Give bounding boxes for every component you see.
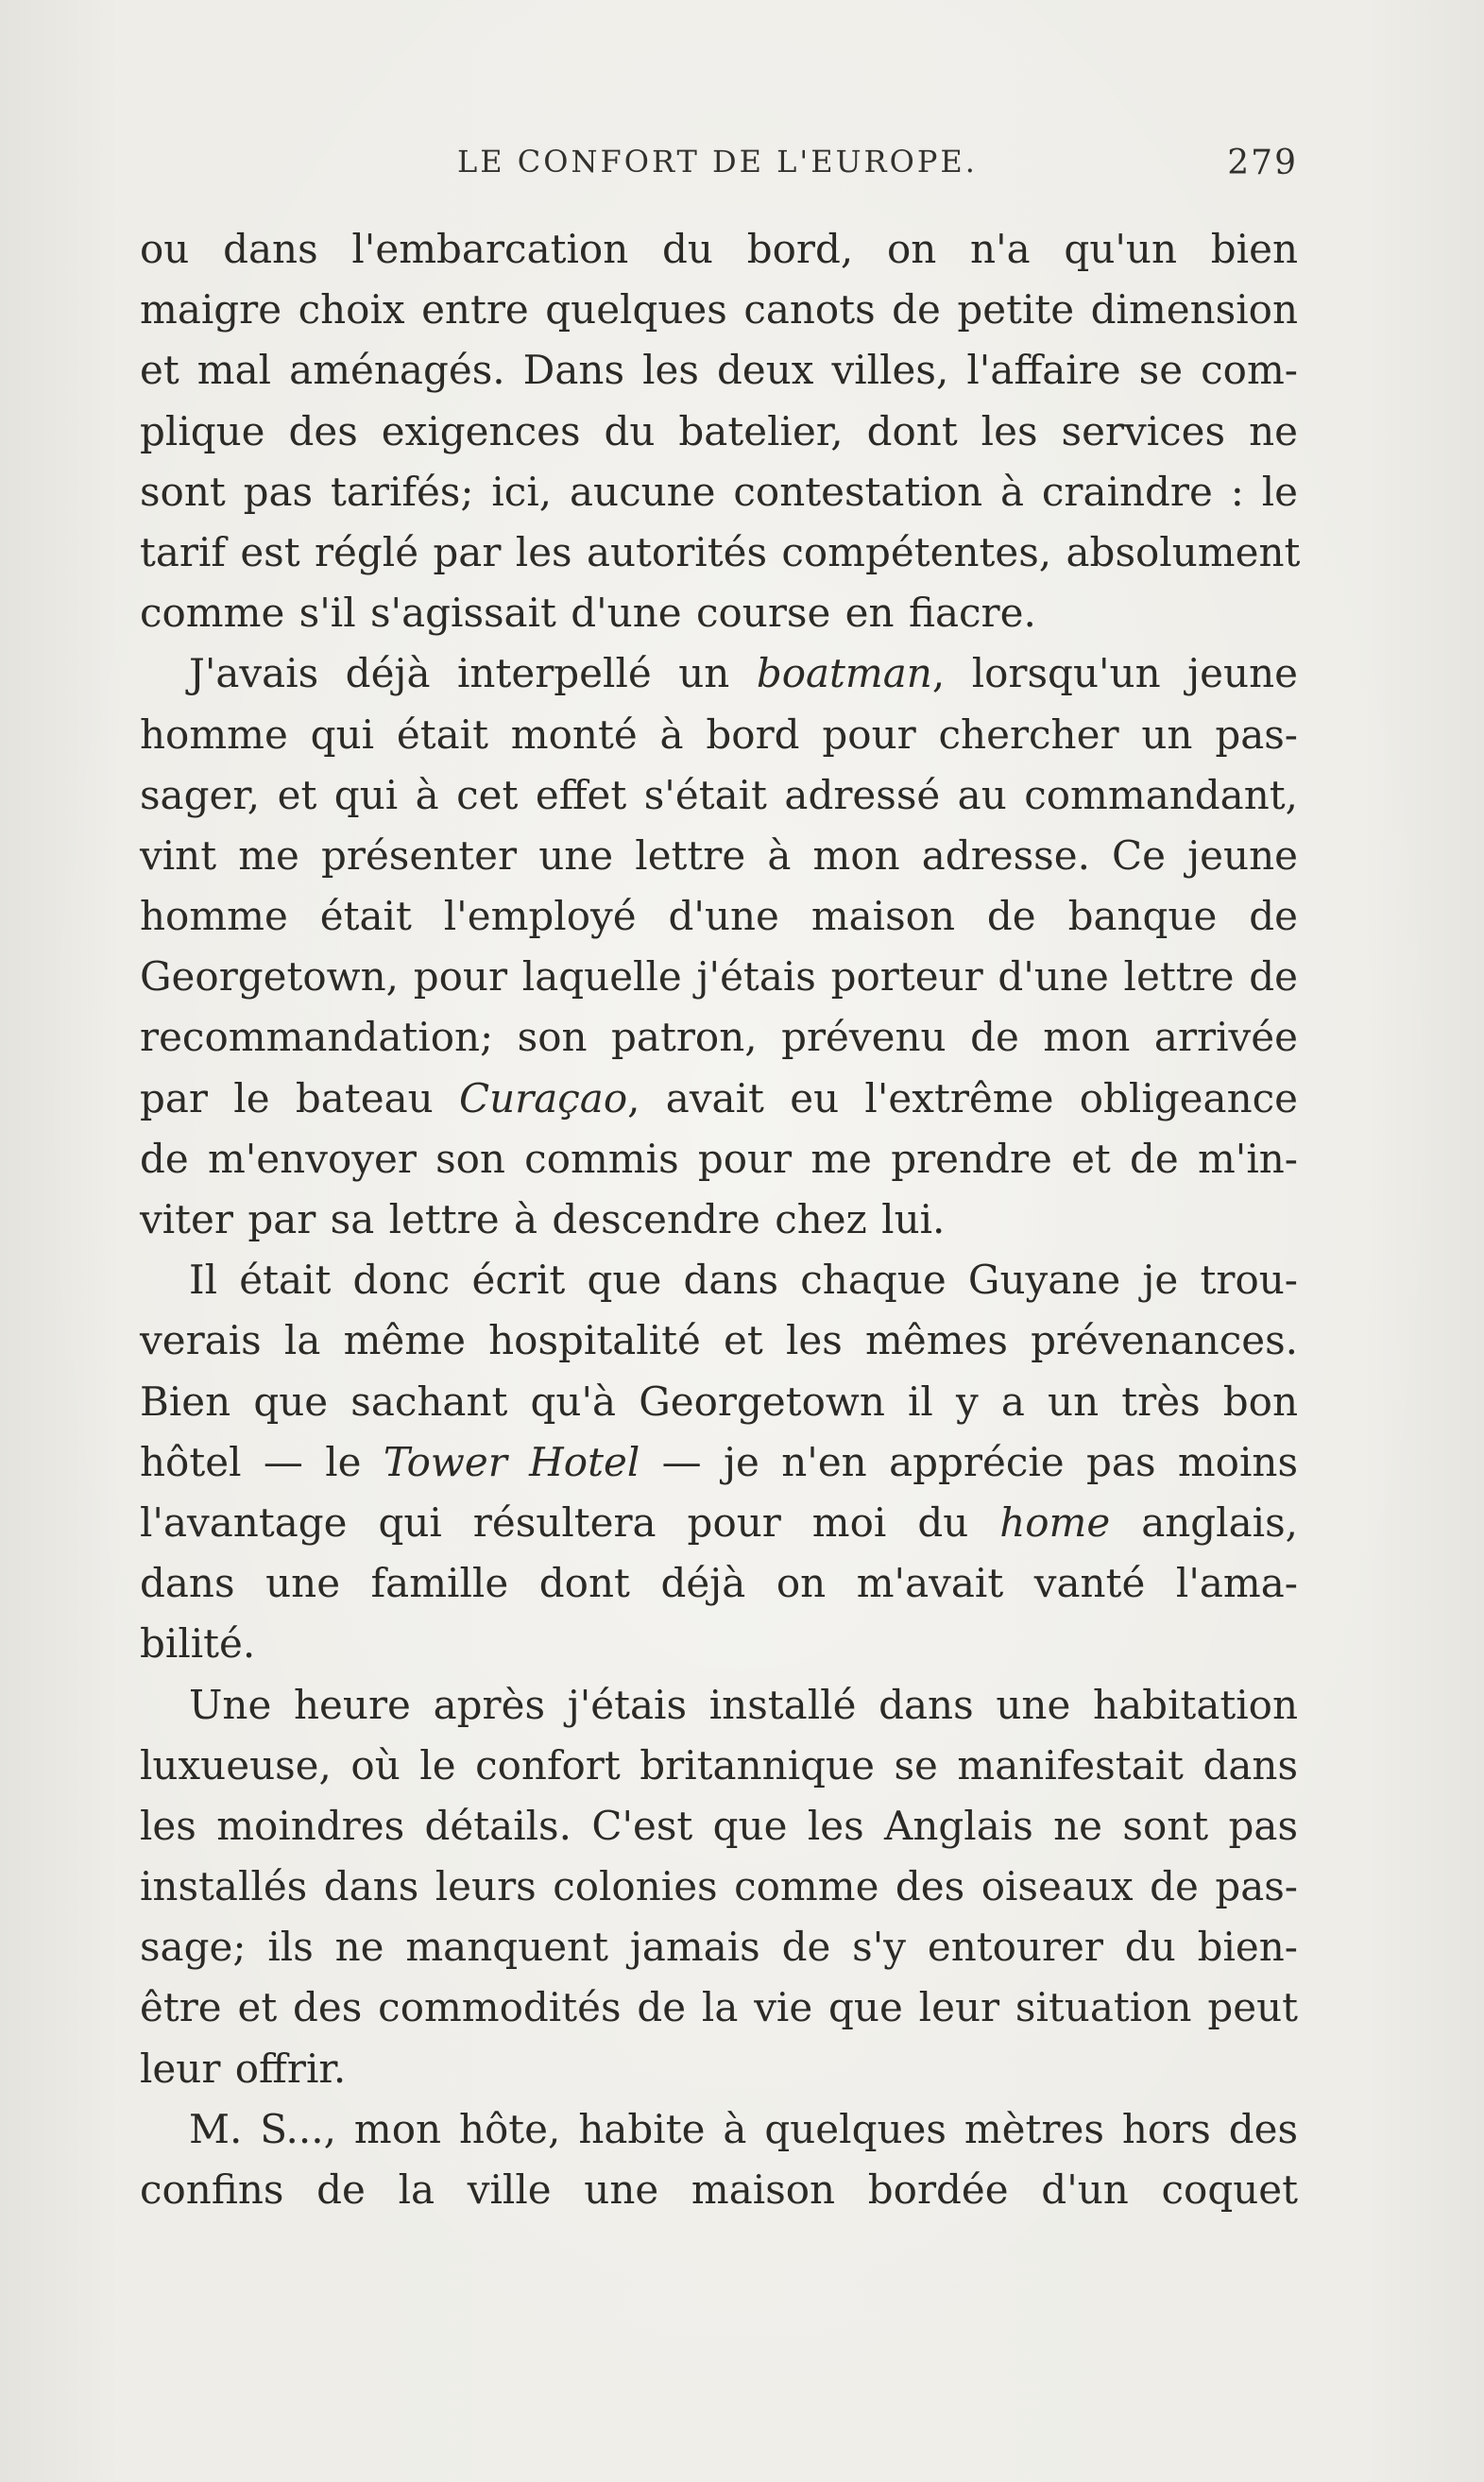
text-line: comme s'il s'agissait d'une course en fiacre. (140, 590, 1036, 637)
text-line: recommandation; son patron, prévenu de mon arrivée (140, 1014, 1298, 1061)
text-line: dans une famille dont déjà on m'avait vanté l'ama- (140, 1560, 1298, 1607)
text-line: tarif est réglé par les autorités compétentes, absolument (140, 528, 1301, 575)
text-line: l'avantage qui résultera pour moi du home anglais, (140, 1498, 1298, 1546)
text-line: plique des exigences du batelier, dont les services ne (140, 407, 1298, 454)
text-line: luxueuse, où le confort britannique se manifestait dans (140, 1741, 1298, 1789)
text-line: Georgetown, pour laquelle j'étais porteur d'une lettre de (140, 953, 1298, 1001)
italic-word: Tower Hotel (383, 1438, 640, 1485)
text-line: vint me présenter une lettre à mon adresse. Ce jeune (140, 831, 1298, 879)
text-line: Il était donc écrit que dans chaque Guyane je trou- (189, 1257, 1298, 1304)
text-line: maigre choix entre quelques canots de petite dimension (140, 286, 1298, 334)
text-line: sager, et qui à cet effet s'était adressé au commandant, (140, 771, 1298, 818)
text-line: leur offrir. (140, 2045, 347, 2092)
text-line: de m'envoyer son commis pour me prendre et de m'in- (140, 1135, 1298, 1182)
text-line: verais la même hospitalité et les mêmes prévenances. (140, 1317, 1298, 1364)
text-line: bilité. (140, 1620, 256, 1668)
text-line: viter par sa lettre à descendre chez lui. (140, 1196, 946, 1242)
text-line: installés dans leurs colonies comme des oiseaux de pas- (140, 1863, 1298, 1910)
text-line: homme qui était monté à bord pour chercher un pas- (140, 710, 1298, 758)
page-number: 279 (1227, 144, 1298, 182)
text-line: homme était l'employé d'une maison de banque de (140, 893, 1298, 940)
text-line: hôtel — le Tower Hotel — je n'en apprécie pas moins (140, 1438, 1299, 1485)
text-line: les moindres détails. C'est que les Anglais ne sont pas (140, 1802, 1298, 1849)
text-line: par le bateau Curaçao, avait eu l'extrême obligeance (140, 1074, 1298, 1121)
text-line: sont pas tarifés; ici, aucune contestation à craindre : le (140, 468, 1298, 515)
italic-word: Curaçao (458, 1074, 628, 1121)
italic-word: boatman (756, 650, 932, 697)
running-head (140, 144, 1298, 200)
text-line: confins de la ville une maison bordée d'un coquet (140, 2166, 1298, 2213)
text-line: être et des commodités de la vie que leur situation peut (140, 1984, 1298, 2031)
body-text (140, 219, 1301, 2220)
text-line: J'avais déjà interpellé un boatman, lorsqu'un jeune (189, 650, 1298, 697)
text-line: ou dans l'embarcation du bord, on n'a qu'un bien (140, 226, 1298, 272)
text-line: M. S..., mon hôte, habite à quelques mètres hors des (189, 2105, 1298, 2152)
text-line: Bien que sachant qu'à Georgetown il y a un très bon (140, 1378, 1298, 1425)
text-line: et mal aménagés. Dans les deux villes, l'affaire se com- (140, 347, 1298, 394)
text-line: Une heure après j'étais installé dans une habitation (189, 1681, 1298, 1728)
running-title: LE CONFORT DE L'EUROPE. (457, 144, 978, 180)
text-line: sage; ils ne manquent jamais de s'y entourer du bien- (140, 1924, 1298, 1971)
italic-word: home (999, 1498, 1111, 1546)
